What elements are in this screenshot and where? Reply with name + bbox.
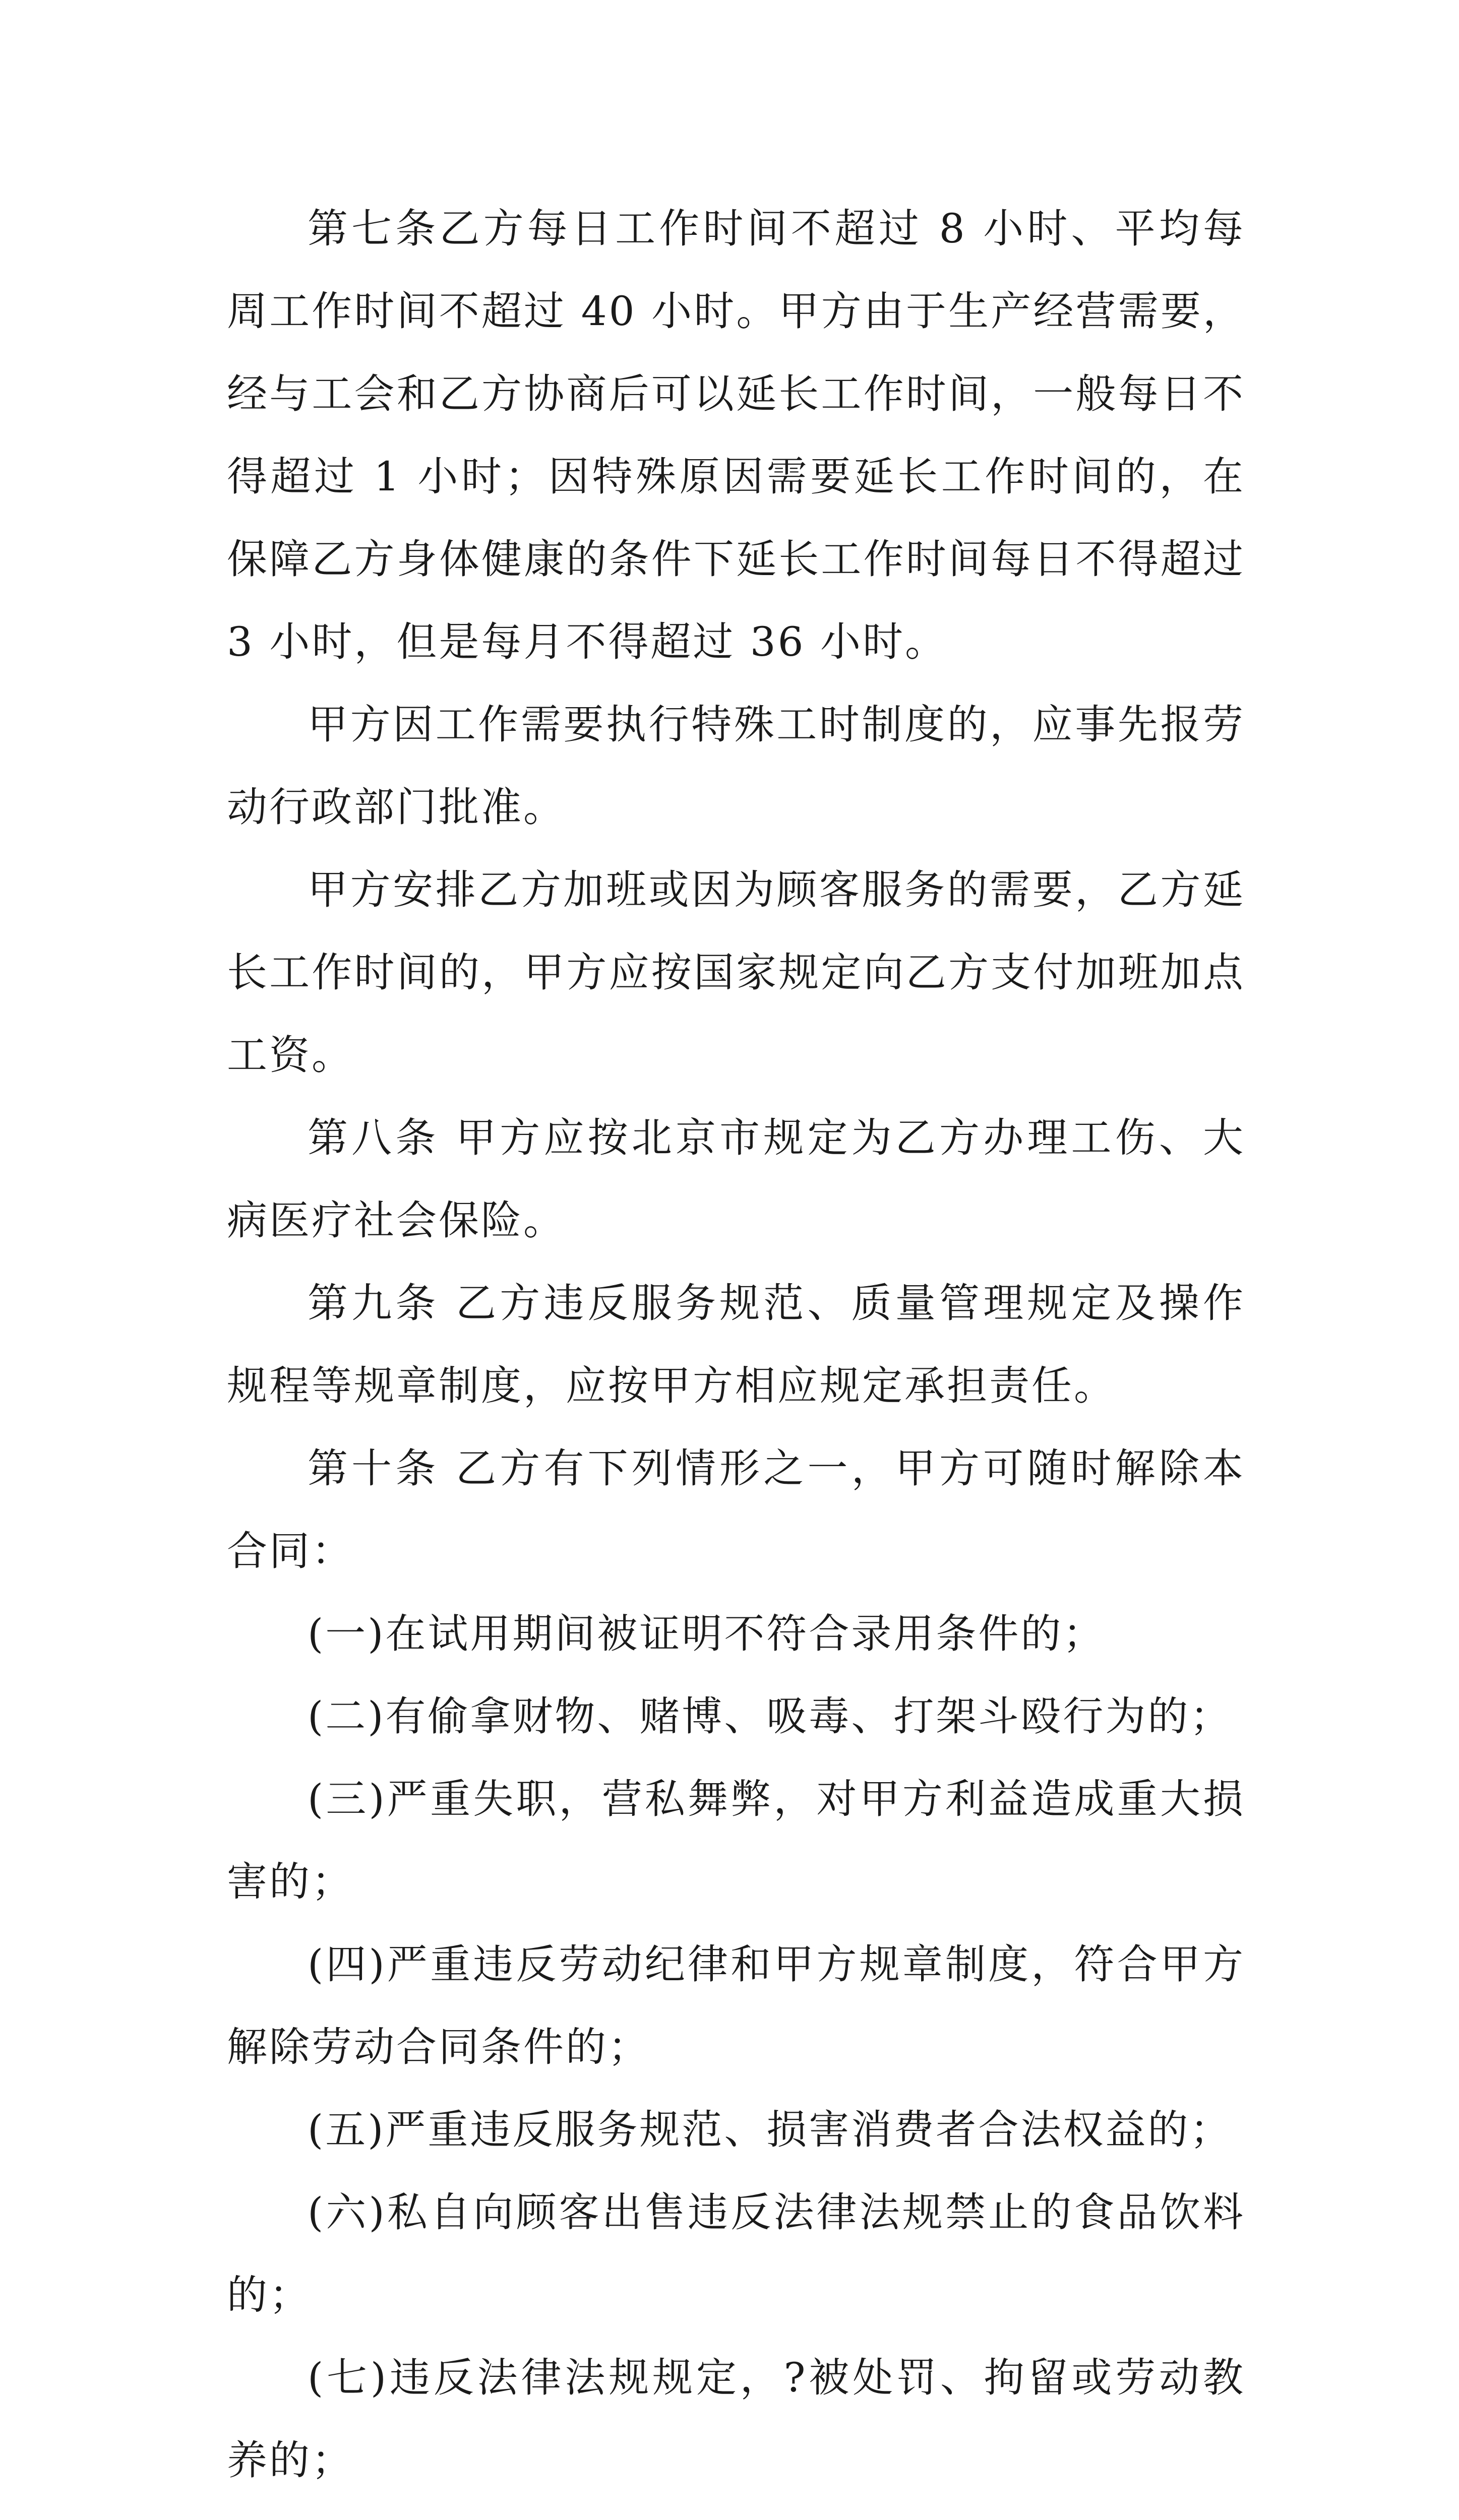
list-item-7: (七)违反法律法规规定，?被处罚、拘留或劳动教养的；	[227, 2354, 1245, 2484]
paragraph-special-hours: 甲方因工作需要执行特殊工时制度的，应事先报劳动行政部门批准。	[227, 701, 1245, 831]
paragraph-article-7: 第七条乙方每日工作时间不超过 8 小时、平均每周工作时间不超过 40 小时。甲方由于生产经营需要，经与工会和乙方协商后可以延长工作时间，一般每日不得超过 1 小时；因特殊原因需要延长工作时间的，在保障乙方身体健康的条件下延长工作时间每日不得超过 3 小时，但是每月不得超过 36 小时。	[227, 205, 1245, 665]
paragraph-overtime-pay: 甲方安排乙方加班或因为顾客服务的需要，乙方延长工作时间的，甲方应按国家规定向乙方支付加班加点工资。	[227, 866, 1245, 1079]
list-item-5: (五)严重违反服务规范、损害消费者合法权益的；	[308, 2106, 1233, 2153]
list-item-1: (一)在试用期间被证明不符合录用条件的；	[308, 1610, 1106, 1657]
list-item-2: (二)有偷拿财物、赌博、吸毒、打架斗殴行为的；	[308, 1693, 1233, 1740]
list-item-8	[227, 2502, 1245, 2520]
list-item-3: (三)严重失职，营私舞弊，对甲方利益造成重大损害的；	[227, 1776, 1245, 1905]
paragraph-article-8: 第八条 甲方应按北京市规定为乙方办理工伤、大病医疗社会保险。	[227, 1114, 1245, 1244]
list-item-4: (四)严重违反劳动纪律和甲方规章制度，符合甲方解除劳动合同条件的；	[227, 1941, 1245, 2070]
paragraph-article-10: 第十条 乙方有下列情形之一，甲方可随时解除本合同：	[227, 1445, 1245, 1574]
body-text	[227, 187, 1245, 2520]
list-item-6: (六)私自向顾客出售违反法律法规禁止的食品饮料的；	[227, 2189, 1245, 2318]
paragraph-article-9: 第九条 乙方违反服务规范、质量管理规定及操作规程等规章制度，应按甲方相应规定承担责任。	[227, 1280, 1245, 1409]
